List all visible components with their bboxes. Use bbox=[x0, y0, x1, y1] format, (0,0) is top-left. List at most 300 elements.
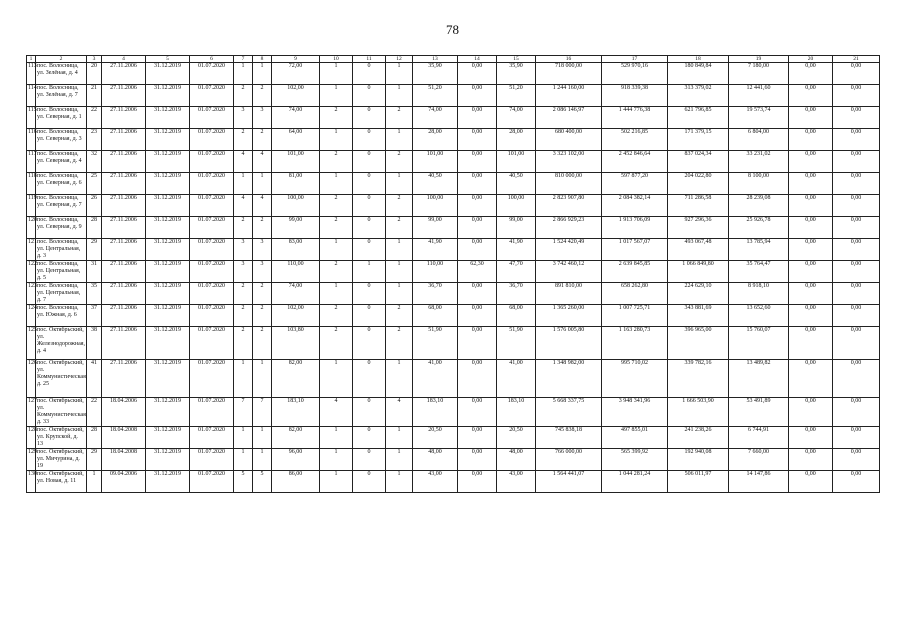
table-cell: 27.11.2006 bbox=[102, 151, 146, 173]
table-cell: 31.12.2019 bbox=[146, 449, 190, 471]
table-cell: 48,00 bbox=[413, 449, 458, 471]
table-cell: 0,00 bbox=[833, 129, 880, 151]
table-cell: 20,50 bbox=[497, 427, 536, 449]
table-cell: 2 bbox=[253, 305, 272, 327]
table-cell: 33 231,02 bbox=[729, 151, 789, 173]
table-cell: 47,70 bbox=[497, 261, 536, 283]
table-cell: 35 764,47 bbox=[729, 261, 789, 283]
table-cell: 0,00 bbox=[458, 129, 497, 151]
table-cell: 4 bbox=[253, 195, 272, 217]
column-header: 12 bbox=[386, 56, 413, 63]
table-cell: 0,00 bbox=[458, 449, 497, 471]
table-cell: 14 147,86 bbox=[729, 471, 789, 493]
table-cell: 27.11.2006 bbox=[102, 129, 146, 151]
table-cell: 40,50 bbox=[497, 173, 536, 195]
address-cell: пос. Октябрьский, ул. Крупской, д. 13 bbox=[36, 427, 87, 449]
table-cell: 13 489,82 bbox=[729, 360, 789, 398]
address-cell: пос. Волосница, ул. Северная, д. 3 bbox=[36, 129, 87, 151]
table-cell: 0,00 bbox=[458, 195, 497, 217]
table-cell: 658 262,80 bbox=[602, 283, 668, 305]
table-cell: 810 000,00 bbox=[536, 173, 602, 195]
table-cell: 27.11.2006 bbox=[102, 239, 146, 261]
table-cell: 0,00 bbox=[833, 398, 880, 427]
row-number-cell: 116 bbox=[27, 129, 36, 151]
table-cell: 43,00 bbox=[413, 471, 458, 493]
table-cell: 0,00 bbox=[789, 283, 833, 305]
table-cell: 01.07.2020 bbox=[190, 129, 234, 151]
table-cell: 0 bbox=[353, 283, 386, 305]
table-cell: 13 785,94 bbox=[729, 239, 789, 261]
table-cell: 101,00 bbox=[497, 151, 536, 173]
table-cell: 0 bbox=[353, 63, 386, 85]
table-cell: 31.12.2019 bbox=[146, 85, 190, 107]
table-cell: 241 238,26 bbox=[668, 427, 729, 449]
table-cell: 0 bbox=[353, 305, 386, 327]
table-cell: 1 bbox=[87, 471, 102, 493]
table-row bbox=[27, 305, 880, 327]
table-cell: 192 940,08 bbox=[668, 449, 729, 471]
table-cell: 81,00 bbox=[272, 173, 320, 195]
table-cell: 0,00 bbox=[833, 261, 880, 283]
table-cell: 31.12.2019 bbox=[146, 239, 190, 261]
address-cell: пос. Волосница, ул. Северная, д. 9 bbox=[36, 217, 87, 239]
table-cell: 0,00 bbox=[789, 217, 833, 239]
table-cell: 2 bbox=[320, 195, 353, 217]
table-cell: 1 bbox=[386, 360, 413, 398]
table-row bbox=[27, 360, 880, 398]
table-cell: 1 444 776,38 bbox=[602, 107, 668, 129]
table-cell: 0,00 bbox=[458, 471, 497, 493]
table-cell: 0,00 bbox=[458, 85, 497, 107]
column-header: 9 bbox=[272, 56, 320, 63]
table-cell: 6 804,00 bbox=[729, 129, 789, 151]
table-cell: 31.12.2019 bbox=[146, 360, 190, 398]
table-cell: 2 bbox=[253, 217, 272, 239]
table-cell: 0,00 bbox=[789, 471, 833, 493]
table-cell: 31.12.2019 bbox=[146, 427, 190, 449]
column-header: 17 bbox=[602, 56, 668, 63]
table-cell: 718 000,00 bbox=[536, 63, 602, 85]
table-cell: 1 bbox=[234, 360, 253, 398]
table-cell: 2 bbox=[234, 217, 253, 239]
table-cell: 27.11.2006 bbox=[102, 63, 146, 85]
table-cell: 8 918,10 bbox=[729, 283, 789, 305]
table-cell: 4 bbox=[253, 151, 272, 173]
table-cell: 1 bbox=[253, 427, 272, 449]
table-cell: 4 bbox=[386, 398, 413, 427]
table-row bbox=[27, 427, 880, 449]
column-header: 15 bbox=[497, 56, 536, 63]
table-cell: 74,00 bbox=[272, 283, 320, 305]
table-cell: 31.12.2019 bbox=[146, 63, 190, 85]
table-cell: 918 339,38 bbox=[602, 85, 668, 107]
table-cell: 18.04.2008 bbox=[102, 449, 146, 471]
table-cell: 7 bbox=[234, 398, 253, 427]
table-cell: 29 bbox=[87, 239, 102, 261]
table-cell: 766 000,00 bbox=[536, 449, 602, 471]
table-cell: 62,30 bbox=[458, 261, 497, 283]
table-cell: 2 452 846,64 bbox=[602, 151, 668, 173]
table-cell: 1 bbox=[386, 449, 413, 471]
table-cell: 09.04.2006 bbox=[102, 471, 146, 493]
column-header: 5 bbox=[146, 56, 190, 63]
column-header: 20 bbox=[789, 56, 833, 63]
table-cell: 1 007 725,71 bbox=[602, 305, 668, 327]
table-cell: 01.07.2020 bbox=[190, 239, 234, 261]
table-cell: 3 742 460,12 bbox=[536, 261, 602, 283]
table-cell: 99,00 bbox=[497, 217, 536, 239]
table-cell: 1 bbox=[386, 471, 413, 493]
table-cell: 204 022,80 bbox=[668, 173, 729, 195]
column-header: 18 bbox=[668, 56, 729, 63]
table-cell: 0,00 bbox=[789, 327, 833, 360]
table-cell: 1 bbox=[234, 449, 253, 471]
table-cell: 2 bbox=[234, 129, 253, 151]
table-cell: 110,00 bbox=[413, 261, 458, 283]
table-cell: 7 180,00 bbox=[729, 63, 789, 85]
table-cell: 502 216,85 bbox=[602, 129, 668, 151]
address-cell: пос. Волосница, ул. Северная, д. 4 bbox=[36, 151, 87, 173]
table-cell: 0 bbox=[353, 85, 386, 107]
table-cell: 31.12.2019 bbox=[146, 261, 190, 283]
table-cell: 2 bbox=[234, 85, 253, 107]
table-cell: 0,00 bbox=[789, 398, 833, 427]
table-cell: 3 bbox=[234, 107, 253, 129]
table-cell: 28 bbox=[87, 427, 102, 449]
table-cell: 35 bbox=[87, 283, 102, 305]
table-cell: 2 bbox=[320, 261, 353, 283]
table-cell: 51,20 bbox=[497, 85, 536, 107]
table-cell: 2 bbox=[320, 217, 353, 239]
table-cell: 0,00 bbox=[789, 107, 833, 129]
table-cell: 0,00 bbox=[833, 217, 880, 239]
table-cell: 74,00 bbox=[272, 107, 320, 129]
address-cell: пос. Октябрьский, ул. Коммунистическая, д. 33 bbox=[37, 398, 88, 425]
table-cell: 27.11.2006 bbox=[102, 173, 146, 195]
table-cell: 43,00 bbox=[497, 471, 536, 493]
address-cell: пос. Волосница, ул. Зелёная, д. 7 bbox=[36, 85, 87, 107]
table-cell: 31.12.2019 bbox=[146, 305, 190, 327]
table-cell: 64,00 bbox=[272, 129, 320, 151]
column-header: 1 bbox=[27, 56, 36, 63]
table-cell: 1 bbox=[386, 239, 413, 261]
table-cell: 0,00 bbox=[789, 173, 833, 195]
table-cell: 3 948 341,96 bbox=[602, 398, 668, 427]
table-cell: 1 bbox=[320, 283, 353, 305]
table-cell: 0,00 bbox=[789, 129, 833, 151]
table-cell: 83,00 bbox=[272, 239, 320, 261]
table-cell: 1 576 005,80 bbox=[536, 327, 602, 360]
column-header: 2 bbox=[36, 56, 87, 63]
table-cell: 31.12.2019 bbox=[146, 195, 190, 217]
table-cell: 2 823 907,80 bbox=[536, 195, 602, 217]
table-cell: 3 323 102,00 bbox=[536, 151, 602, 173]
table-cell: 25 926,78 bbox=[729, 217, 789, 239]
table-cell: 23 bbox=[87, 129, 102, 151]
table-cell: 100,00 bbox=[272, 195, 320, 217]
table-cell: 1 066 849,80 bbox=[668, 261, 729, 283]
table-cell: 1 bbox=[253, 449, 272, 471]
table-cell: 31.12.2019 bbox=[146, 398, 190, 427]
row-number-cell: 118 bbox=[27, 173, 36, 195]
column-header: 14 bbox=[458, 56, 497, 63]
table-cell: 171 379,15 bbox=[668, 129, 729, 151]
table-cell: 183,10 bbox=[497, 398, 536, 427]
table-cell: 51,90 bbox=[497, 327, 536, 360]
table-cell: 597 877,20 bbox=[602, 173, 668, 195]
table-cell: 4 bbox=[234, 195, 253, 217]
table-cell: 100,00 bbox=[497, 195, 536, 217]
table-cell: 0,00 bbox=[458, 427, 497, 449]
table-cell: 0,00 bbox=[789, 360, 833, 398]
address-cell: пос. Волосница, ул. Северная, д. 1 bbox=[36, 107, 87, 129]
table-cell: 1 bbox=[386, 261, 413, 283]
table-cell: 27.11.2006 bbox=[102, 107, 146, 129]
table-cell: 18.04.2006 bbox=[102, 398, 146, 427]
table-cell: 1 bbox=[320, 63, 353, 85]
row-number-cell: 121 bbox=[27, 239, 36, 261]
row-number-cell: 122 bbox=[27, 261, 36, 283]
table-cell: 2 639 845,85 bbox=[602, 261, 668, 283]
table-cell: 0 bbox=[353, 327, 386, 360]
table-cell: 1 bbox=[320, 173, 353, 195]
table-cell: 1 bbox=[253, 360, 272, 398]
table-cell: 529 970,16 bbox=[602, 63, 668, 85]
table-cell: 1 244 160,00 bbox=[536, 85, 602, 107]
table-cell: 2 bbox=[320, 327, 353, 360]
table-cell: 27.11.2006 bbox=[102, 305, 146, 327]
table-cell: 0,00 bbox=[833, 173, 880, 195]
table-cell: 41 bbox=[87, 360, 102, 398]
table-cell: 27.11.2006 bbox=[102, 217, 146, 239]
table-cell: 891 810,00 bbox=[536, 283, 602, 305]
table-cell: 1 564 441,07 bbox=[536, 471, 602, 493]
table-row bbox=[27, 85, 880, 107]
table-cell: 2 bbox=[253, 85, 272, 107]
table-cell: 1 bbox=[386, 129, 413, 151]
table-cell: 102,00 bbox=[272, 305, 320, 327]
table-cell: 2 086 146,97 bbox=[536, 107, 602, 129]
table-cell: 8 100,00 bbox=[729, 173, 789, 195]
table-cell: 28 239,08 bbox=[729, 195, 789, 217]
table-cell: 68,00 bbox=[413, 305, 458, 327]
table-cell: 82,00 bbox=[272, 427, 320, 449]
table-cell: 0 bbox=[353, 239, 386, 261]
table-cell: 0 bbox=[353, 173, 386, 195]
table-cell: 0,00 bbox=[833, 305, 880, 327]
table-cell: 1 bbox=[386, 427, 413, 449]
table-cell: 32 bbox=[87, 151, 102, 173]
column-header: 8 bbox=[253, 56, 272, 63]
row-number-cell: 128 bbox=[27, 427, 36, 449]
table-cell: 1 044 281,24 bbox=[602, 471, 668, 493]
table-cell: 38 bbox=[87, 327, 102, 360]
table-cell: 1 bbox=[386, 173, 413, 195]
row-number-cell: 117 bbox=[27, 151, 36, 173]
table-cell: 0,00 bbox=[833, 63, 880, 85]
table-row bbox=[27, 471, 880, 493]
table-cell: 396 965,00 bbox=[668, 327, 729, 360]
table-cell: 27.11.2006 bbox=[102, 327, 146, 360]
table-cell: 0,00 bbox=[833, 449, 880, 471]
table-cell: 36,70 bbox=[497, 283, 536, 305]
table-cell: 1 bbox=[320, 449, 353, 471]
table-cell: 837 024,34 bbox=[668, 151, 729, 173]
address-cell: пос. Октябрьский, ул. Железнодорожная, д. 4 bbox=[36, 327, 87, 360]
table-row bbox=[27, 283, 880, 305]
table-cell: 12 441,60 bbox=[729, 85, 789, 107]
address-cell: пос. Октябрьский, ул. Коммунистическая, д. 25 bbox=[36, 360, 87, 398]
table-cell: 339 782,16 bbox=[668, 360, 729, 398]
table-row bbox=[27, 173, 880, 195]
table-cell: 0,00 bbox=[833, 239, 880, 261]
table-cell: 13 652,60 bbox=[729, 305, 789, 327]
table-cell: 53 491,89 bbox=[729, 398, 789, 427]
table-cell: 1 365 260,00 bbox=[536, 305, 602, 327]
table-cell: 31.12.2019 bbox=[146, 217, 190, 239]
table-row bbox=[27, 449, 880, 471]
table-cell: 27.11.2006 bbox=[102, 283, 146, 305]
table-cell: 26 bbox=[87, 195, 102, 217]
column-header: 21 bbox=[833, 56, 880, 63]
table-cell: 41,00 bbox=[413, 360, 458, 398]
table-cell: 1 bbox=[253, 173, 272, 195]
column-header: 19 bbox=[729, 56, 789, 63]
table-cell: 01.07.2020 bbox=[190, 360, 234, 398]
table-cell: 1 bbox=[234, 63, 253, 85]
table-cell: 2 bbox=[386, 305, 413, 327]
row-number-cell: 125 bbox=[27, 327, 36, 360]
table-cell: 1 bbox=[320, 129, 353, 151]
table-cell: 22 bbox=[87, 398, 102, 427]
table-cell: 1 913 706,09 bbox=[602, 217, 668, 239]
table-cell: 68,00 bbox=[497, 305, 536, 327]
table-cell: 1 bbox=[320, 239, 353, 261]
table-cell: 0,00 bbox=[458, 217, 497, 239]
table-cell: 36,70 bbox=[413, 283, 458, 305]
table-cell: 0 bbox=[353, 360, 386, 398]
table-row bbox=[27, 151, 880, 173]
table-cell: 01.07.2020 bbox=[190, 427, 234, 449]
table-cell: 313 379,02 bbox=[668, 85, 729, 107]
row-number-cell: 115 bbox=[27, 107, 36, 129]
table-cell: 0,00 bbox=[833, 195, 880, 217]
table-cell: 01.07.2020 bbox=[190, 151, 234, 173]
table-cell: 82,00 bbox=[272, 360, 320, 398]
row-number-cell: 124 bbox=[27, 305, 36, 327]
address-cell: пос. Волосница, ул. Южная, д. 6 bbox=[36, 305, 87, 327]
table-cell: 01.07.2020 bbox=[190, 471, 234, 493]
table-cell: 28,00 bbox=[413, 129, 458, 151]
row-number-cell: 130 bbox=[27, 471, 36, 493]
table-cell: 1 bbox=[320, 360, 353, 398]
column-header: 7 bbox=[234, 56, 253, 63]
column-header: 16 bbox=[536, 56, 602, 63]
table-cell: 0 bbox=[353, 195, 386, 217]
table-cell: 01.07.2020 bbox=[190, 107, 234, 129]
table-cell: 1 524 420,49 bbox=[536, 239, 602, 261]
table-cell: 0,00 bbox=[789, 305, 833, 327]
table-cell: 35,90 bbox=[413, 63, 458, 85]
table-cell: 2 bbox=[234, 327, 253, 360]
table-cell: 0,00 bbox=[789, 63, 833, 85]
table-cell: 0,00 bbox=[458, 173, 497, 195]
address-cell: пос. Волосница, ул. Центральная, д. 5 bbox=[36, 261, 87, 283]
table-cell: 0,00 bbox=[833, 85, 880, 107]
table-cell: 101,00 bbox=[272, 151, 320, 173]
table-cell: 0,00 bbox=[833, 471, 880, 493]
table-cell: 01.07.2020 bbox=[190, 449, 234, 471]
table-cell: 01.07.2020 bbox=[190, 261, 234, 283]
table-cell: 497 855,01 bbox=[602, 427, 668, 449]
table-cell: 99,00 bbox=[272, 217, 320, 239]
table-cell: 51,20 bbox=[413, 85, 458, 107]
table-cell: 1 bbox=[320, 471, 353, 493]
table-cell: 102,00 bbox=[272, 85, 320, 107]
table-cell: 1 bbox=[353, 261, 386, 283]
table-cell: 1 bbox=[386, 283, 413, 305]
table-cell: 343 881,69 bbox=[668, 305, 729, 327]
table-cell: 0,00 bbox=[833, 427, 880, 449]
table-cell: 2 bbox=[253, 283, 272, 305]
table-cell: 0 bbox=[353, 151, 386, 173]
table-cell: 5 bbox=[253, 471, 272, 493]
table-cell: 01.07.2020 bbox=[190, 327, 234, 360]
table-cell: 7 bbox=[253, 398, 272, 427]
table-cell: 3 bbox=[234, 239, 253, 261]
table-cell: 1 163 280,73 bbox=[602, 327, 668, 360]
table-cell: 3 bbox=[234, 261, 253, 283]
table-cell: 27.11.2006 bbox=[102, 195, 146, 217]
table-cell: 31.12.2019 bbox=[146, 283, 190, 305]
table-cell: 4 bbox=[234, 151, 253, 173]
table-row bbox=[27, 327, 880, 360]
table-cell: 01.07.2020 bbox=[190, 173, 234, 195]
row-number-cell: 123 bbox=[27, 283, 36, 305]
table-cell: 48,00 bbox=[497, 449, 536, 471]
table-cell: 31 bbox=[87, 261, 102, 283]
column-header: 10 bbox=[320, 56, 353, 63]
address-cell: пос. Октябрьский, ул. Мичурина, д. 19 bbox=[36, 449, 87, 471]
table-cell: 19 573,74 bbox=[729, 107, 789, 129]
table-cell: 0,00 bbox=[458, 239, 497, 261]
table-cell: 2 bbox=[386, 195, 413, 217]
table-cell: 01.07.2020 bbox=[190, 305, 234, 327]
table-cell: 29 bbox=[87, 449, 102, 471]
table-cell: 1 bbox=[386, 85, 413, 107]
table-cell: 41,90 bbox=[413, 239, 458, 261]
table-row bbox=[27, 129, 880, 151]
address-cell: пос. Волосница, ул. Центральная, д. 7 bbox=[36, 283, 87, 305]
table-cell: 1 bbox=[234, 173, 253, 195]
row-number-cell: 114 bbox=[27, 85, 36, 107]
table-cell: 01.07.2020 bbox=[190, 195, 234, 217]
table-cell: 493 067,48 bbox=[668, 239, 729, 261]
table-cell: 31.12.2019 bbox=[146, 151, 190, 173]
table-cell: 0,00 bbox=[458, 151, 497, 173]
table-cell: 37 bbox=[87, 305, 102, 327]
table-cell: 01.07.2020 bbox=[190, 217, 234, 239]
table-cell: 1 bbox=[386, 63, 413, 85]
column-header: 6 bbox=[190, 56, 234, 63]
table-cell: 2 bbox=[386, 151, 413, 173]
table-cell: 31.12.2019 bbox=[146, 173, 190, 195]
table-cell: 4 bbox=[320, 398, 353, 427]
address-cell: пос. Волосница, ул. Северная, д. 7 bbox=[36, 195, 87, 217]
table-cell: 565 399,92 bbox=[602, 449, 668, 471]
table-cell: 15 760,07 bbox=[729, 327, 789, 360]
table-cell: 0 bbox=[353, 398, 386, 427]
